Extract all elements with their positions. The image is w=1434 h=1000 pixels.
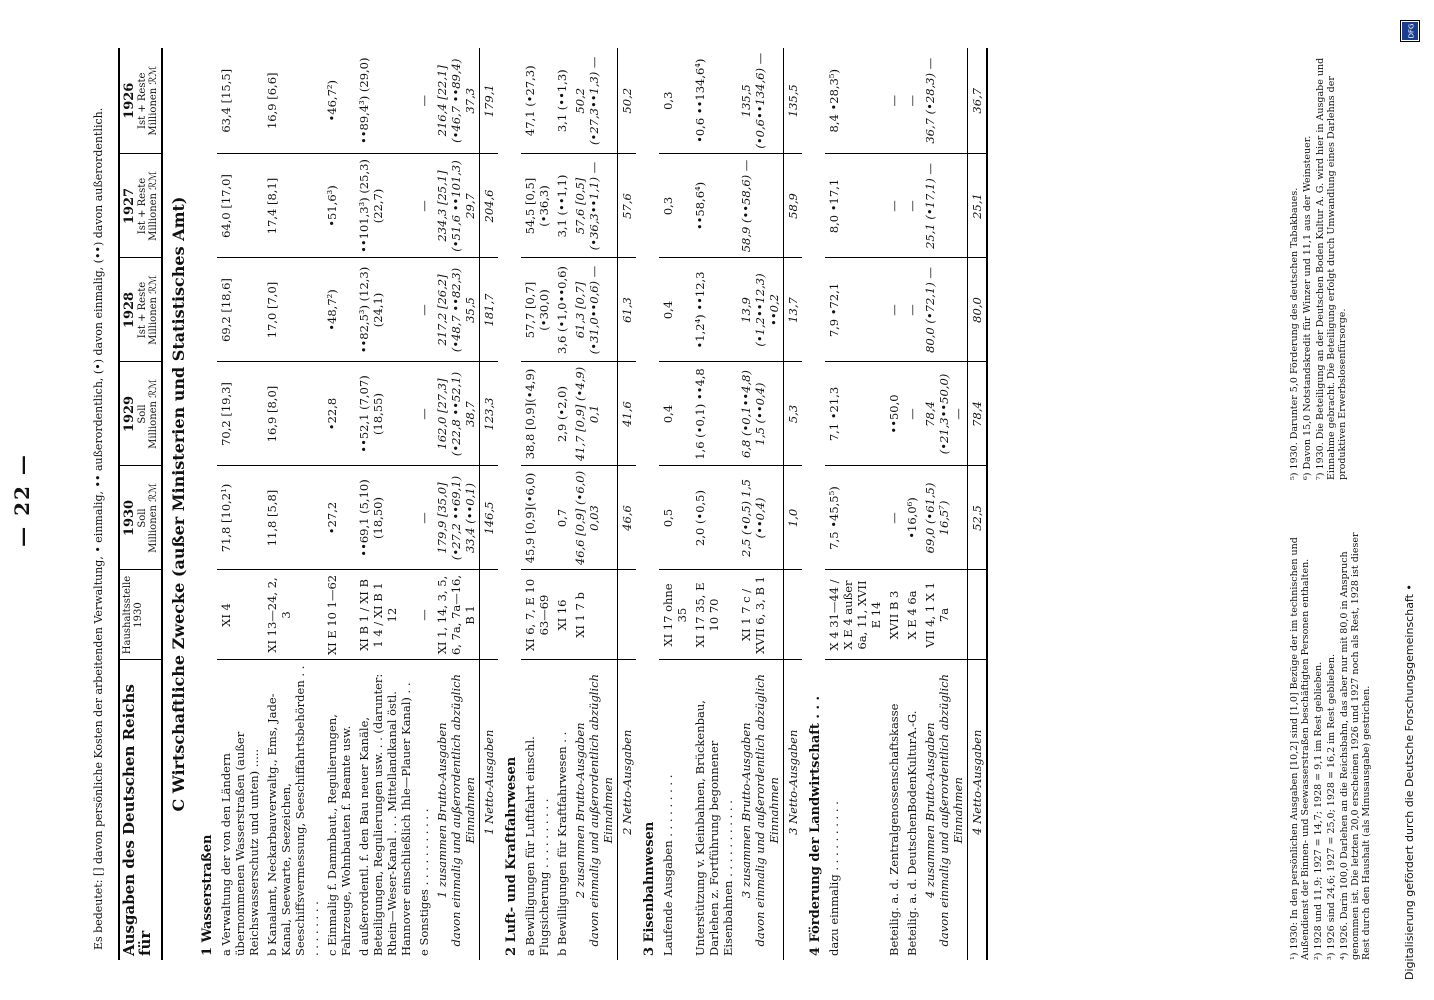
footnotes-left [1290, 520, 1374, 960]
table-row: Laufende Ausgaben . . . . . . . . . XI 17 ohne 35 0,5 0,4 0,4 0,3 0,3 [659, 48, 691, 960]
header-1928: 1928 Ist + Reste Millionen ℛℳ [119, 258, 162, 362]
net-row: 4 Netto-Ausgaben 52,5 78,4 80,0 25,1 36,7 [968, 48, 988, 960]
footnote: ⁷) 1930. Die Beteiligung an der Deutschen Boden Kultur A. G. wird hier in Ausgabe und Einnahme gebracht. Die Beteiligung erfolgt durch Umwandlung eines Darlehns der produktiven Erwerbslosenfürsorge. [1314, 57, 1348, 480]
footnotes-right [1290, 40, 1351, 480]
section-heading: 2 Luft- und Kraftfahrwesen [504, 756, 519, 956]
subtotal-row: 2 zusammen Brutto-Ausgaben davon einmalig und außerordentlich abzüglich Einnahmen XI 1 7 b 46,6 [0,9] (•6,0) 0,03 41,7 [0,9] (•4,9) 0,1 61,3 [0,7] (•31,0••0,6) — 57,6 [0,5] (•36,3••1,1) — 50,2 (•27,3••1,3) — [571, 48, 618, 960]
section-heading: 1 Wasserstraßen [200, 834, 215, 956]
table-title: C Wirtschaftliche Zwecke (außer Ministerien und Statistisches Amt) [169, 196, 188, 812]
section-heading: 3 Eisenbahnwesen [642, 821, 657, 956]
footnote: ⁵) 1930. Darunter 5,0 Förderung des deutschen Tabakbaues. [1289, 187, 1300, 480]
footnote: ⁴) 1926. Darin 100,0 Darlehen an die Reichsbahn, das aber nur mit 80,0 in Anspruch genommen ist. Die letzten 20,0 erscheinen 1926 und 1927 noch als Rest, 1928 ist dieser Rest durch den Haushalt (als Minusausgabe) gestrichen. [1338, 532, 1372, 960]
dfg-logo [1400, 20, 1420, 42]
header-1930: 1930 Soll Millionen ℛℳ [119, 466, 162, 570]
table-row: Unterstützung v. Kleinbahnen, Brückenbau, Darlehen z. Fortführung begonnener Eisenbahnen . . . . . . . . . . . XI 17 35, E 10 70 2,0 (•0,5) 1,6 (•0,1) ••4,8 •1,2⁴) ••12,3 ••58,6⁴) •0,6 ••134,6⁴) [691, 48, 737, 960]
table-row: b Kanalamt, Neckarbauverwaltg., Ems, Jade-Kanal, Seewarte, Seezeichen, Seeschiffsvermessung, Seeschiffahrtsbehörden . . . . . . . . . . XI 13—24, 2, 3 11,8 [5,8] 16,9 [8,0] 17,0 [7,0] 17,4 [8,1] 16,9 [6,6] [263, 48, 323, 960]
table-body [194, 48, 987, 960]
subtotal-row: 1 zusammen Brutto-Ausgaben davon einmalig und außerordentlich abzüglich Einnahmen XI 1, 14, 3, 5, 6, 7a, 7a—16, B 1 179,9 [35,0] (•27,2 ••69,1) 33,4 (••0,1) 162,0 [27,3] (•22,8 ••52,1) 38,7 217,2 [26,2] (•48,7 ••82,3) 35,5 234,3 [25,1] (•51,6 ••101,3) 29,7 216,4 [22,1] (•46,7 ••89,4) 37,3 [433, 48, 480, 960]
table-row: Beteilig. a. d. Zentralgenossenschaftskasse XVII B 3 — ••50,0 — — — [885, 48, 903, 960]
header-1929: 1929 Soll Millionen ℛℳ [119, 362, 162, 466]
table-row: d außerordentl. f. den Bau neuer Kanäle, Beteiligungen, Regulierungen usw. . . (darunter: Rhein—Weser-Kanal . . . Mittellandkanal östl. Hannover einschließlich Ihle—Plauer Kanal) . . XI B 1 / XI B 1 4 / XI B 1 12 ••69,1 (5,10) (18,50) ••52,1 (7,07) (18,55) ••82,5³) (12,3) (24,1) ••101,3³) (25,3) (22,7) ••89,4³) (29,0) [355, 48, 415, 960]
table-row: a Bewilligungen für Luftfahrt einschl. Flugsicherung . . . . . . . . . . XI 6, 7, E 10 63—69 45,9 [0,9](•6,0) 38,8 [0,9](•4,9) 57,7 [0,7](•30,0) 54,5 [0,5](•36,3) 47,1 (•27,3) [521, 48, 553, 960]
subtotal-row: 4 zusammen Brutto-Ausgaben davon einmalig und außerordentlich abzüglich Einnahmen VII 4, 1 X 1 7a 69,0 (•61,5) 16,5⁷) 78,4 (•21,3••50,0) — 80,0 (•72,1) — 25,1 (•17,1) — 36,7 (•28,3) — [921, 48, 968, 960]
net-row: 1 Netto-Ausgaben 146,5 123,3 181,7 204,6 179,1 [480, 48, 499, 960]
table-row: e Sonstiges . . . . . . . . . . . — — — — — — [415, 48, 433, 960]
page-number: — 22 — [10, 453, 34, 547]
header-haushaltsstelle: Haushaltsstelle 1930 [119, 570, 162, 660]
footnote: ⁶) Davon 15,0 Notstandskredit für Winzer und 11,1 aus der Weinsteuer. [1301, 135, 1313, 480]
header-1926: 1926 Ist + Reste Millionen ℛℳ [119, 48, 162, 154]
header-label: Ausgaben des Deutschen Reichs für [119, 660, 162, 960]
header-row [119, 48, 162, 960]
table-row: a Verwaltung der von den Ländern übernommenen Wasserstraßen (außer Reichswasserschutz und unten) ..... XI 4 71,8 [10,2¹) 70,2 [19,3] 69,2 [18,6] 64,0 [17,0] 63,4 [15,5] [217, 48, 263, 960]
digitization-credit: Digitalisierung gefördert durch die Deutsche Forschungsgemeinschaft • [1403, 584, 1416, 980]
legend-line: Es bedeutet: [] davon persönliche Kosten der arbeitenden Verwaltung, • einmalig, •• außerordentlich, (•) davon einmalig, (••) davon außerordentlich. [92, 107, 105, 950]
table-row: Beteilig. a. d. DeutschenBodenKulturA.-G. X E 4 6a •16,0⁶) — — — — [903, 48, 921, 960]
footnote: ¹) 1930: In den persönlichen Ausgaben [10,2] sind [1,0] Bezüge der im technischen und Außendienst der Binnen- und Seewasserstraßen beschäftigten Personen enthalten. [1289, 537, 1311, 960]
footnote: ³) 1926 sind 24,6; 1927 = 25,0; 1928 = 16,2 im Rest geblieben. [1325, 653, 1337, 960]
footnote: ²) 1928 und 11,9; 1927 = 14,7; 1928 = 9,1 im Rest geblieben. [1312, 661, 1324, 960]
expenditure-table [118, 48, 988, 960]
section-heading: 4 Förderung der Landwirtschaft . . . [808, 695, 823, 956]
table-row: b Bewilligungen für Kraftfahrwesen . . XI 16 0,7 2,9 (•2,0) 3,6 (•1,0••0,6) 3,1 (••1,1) 3,1 (••1,3) [553, 48, 571, 960]
table-row: c Einmalig f. Dammbaut., Regulierungen, Fahrzeuge, Wohnbauten f. Beamte usw. XI E 10 1—62 •27,2 •22,8 •48,7²) •51,6³) •46,7²) [323, 48, 355, 960]
net-row: 3 Netto-Ausgaben 1,0 5,3 13,7 58,9 135,5 [784, 48, 803, 960]
table-row: dazu einmalig . . . . . . . . . . X 4 31—44 / X E 4 außer 6a, 11, XVII E 14 7,5 •45,5⁵) 7,1 •21,3 7,9 •72,1 8,0 •17,1 8,4 •28,3⁵) [825, 48, 885, 960]
subtotal-row: 3 zusammen Brutto-Ausgaben davon einmalig und außerordentlich abzüglich Einnahmen XI 1 7 c / XVII 6, 3, B 1 2,5 (•0,5) 1,5 (••0,4) 6,8 (•0,1••4,8) 1,5 (••0,4) 13,9 (•1,2••12,3) ••0,2 58,9 (••58,6) — 135,5 (•0,6••134,6) — [737, 48, 784, 960]
svg-text:DFG: DFG [1407, 23, 1416, 39]
header-1927: 1927 Ist + Reste Millionen ℛℳ [119, 154, 162, 258]
net-row: 2 Netto-Ausgaben 46,6 41,6 61,3 57,6 50,2 [618, 48, 637, 960]
dfg-logo-icon [1401, 21, 1419, 41]
